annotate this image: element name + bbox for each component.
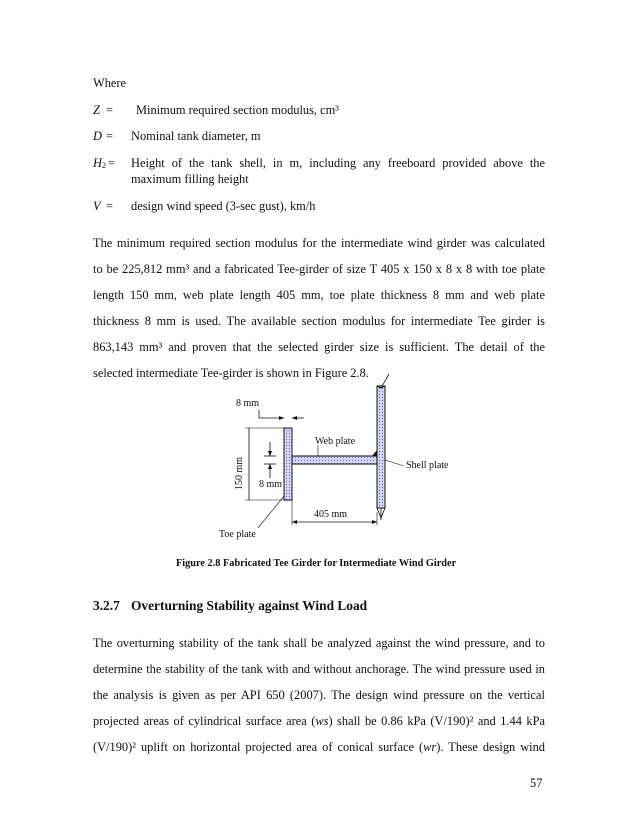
web-plate-shape bbox=[292, 456, 377, 464]
definition-z-text: Minimum required section modulus, cm³ bbox=[136, 103, 339, 117]
paragraph-line: determine the stability of the tank with and without anchorage. The wind pressure used in bbox=[93, 662, 545, 676]
toe-plate-shape bbox=[284, 428, 292, 500]
definition-d-text: Nominal tank diameter, m bbox=[131, 129, 261, 143]
label-web-plate: Web plate bbox=[315, 436, 356, 447]
label-8mm-top: 8 mm bbox=[236, 398, 260, 409]
symbol-z: Z bbox=[93, 103, 100, 117]
section-title: Overturning Stability against Wind Load bbox=[131, 598, 368, 613]
definition-h2-text-line1: Height of the tank shell, in m, including any freeboard provided above the bbox=[131, 156, 545, 170]
label-405mm: 405 mm bbox=[314, 509, 348, 520]
symbol-h: H bbox=[93, 156, 102, 170]
symbol-ws: ws bbox=[315, 714, 329, 728]
section-number: 3.2.7 bbox=[93, 598, 120, 613]
definition-v-text: design wind speed (3-sec gust), km/h bbox=[131, 199, 316, 213]
equals: = bbox=[106, 199, 113, 213]
symbol-v: V bbox=[93, 199, 101, 213]
label-150mm: 150 mm bbox=[234, 456, 245, 490]
dimension-8mm-web bbox=[264, 442, 276, 478]
label-8mm-web: 8 mm bbox=[259, 479, 283, 490]
paragraph-line: thickness 8 mm is used. The available section modulus for intermediate Tee girder is bbox=[93, 314, 545, 328]
paragraph-line: 863,143 mm³ and proven that the selected girder size is sufficient. The detail of the bbox=[93, 340, 545, 354]
paragraph-line bbox=[93, 714, 545, 729]
paragraph-line bbox=[93, 740, 545, 755]
paragraph-line: to be 225,812 mm³ and a fabricated Tee-girder of size T 405 x 150 x 8 x 8 with toe plate bbox=[93, 262, 545, 276]
figure-caption: Figure 2.8 Fabricated Tee Girder for Intermediate Wind Girder bbox=[176, 558, 457, 569]
symbol-h-subscript: 2 bbox=[102, 161, 106, 170]
label-shell-plate: Shell plate bbox=[406, 460, 449, 471]
text-run: ). These design wind bbox=[436, 740, 545, 754]
paragraph-line: the analysis is given as per API 650 (2007). The design wind pressure on the vertical bbox=[93, 688, 545, 702]
definition-h2-text-line2: maximum filling height bbox=[131, 172, 249, 186]
text-run: (V/190)² uplift on horizontal projected area of conical surface ( bbox=[93, 740, 424, 754]
shell-plate-shape bbox=[377, 374, 389, 520]
equals: = bbox=[108, 156, 115, 170]
toe-plate-leader bbox=[258, 496, 284, 528]
text-run: projected areas of cylindrical surface area ( bbox=[93, 714, 316, 728]
symbol-wr: wr bbox=[423, 740, 437, 754]
label-toe-plate: Toe plate bbox=[219, 529, 256, 540]
paragraph-line: The overturning stability of the tank shall be analyzed against the wind pressure, and to bbox=[93, 636, 545, 650]
where-label: Where bbox=[93, 76, 127, 90]
weld-mark bbox=[372, 450, 377, 456]
dimension-8mm-top bbox=[259, 410, 304, 420]
symbol-d: D bbox=[93, 129, 102, 143]
paragraph-line: The minimum required section modulus for the intermediate wind girder was calculated bbox=[93, 236, 545, 250]
paragraph-line: length 150 mm, web plate length 405 mm, toe plate thickness 8 mm and web plate bbox=[93, 288, 545, 302]
page-number: 57 bbox=[530, 776, 543, 790]
text-run: ) shall be 0.86 kPa (V/190)² and 1.44 kPa bbox=[328, 714, 545, 728]
equals: = bbox=[106, 103, 113, 117]
shell-plate-leader bbox=[385, 460, 404, 466]
paragraph-line: selected intermediate Tee-girder is shown in Figure 2.8. bbox=[93, 366, 369, 380]
equals: = bbox=[106, 129, 113, 143]
